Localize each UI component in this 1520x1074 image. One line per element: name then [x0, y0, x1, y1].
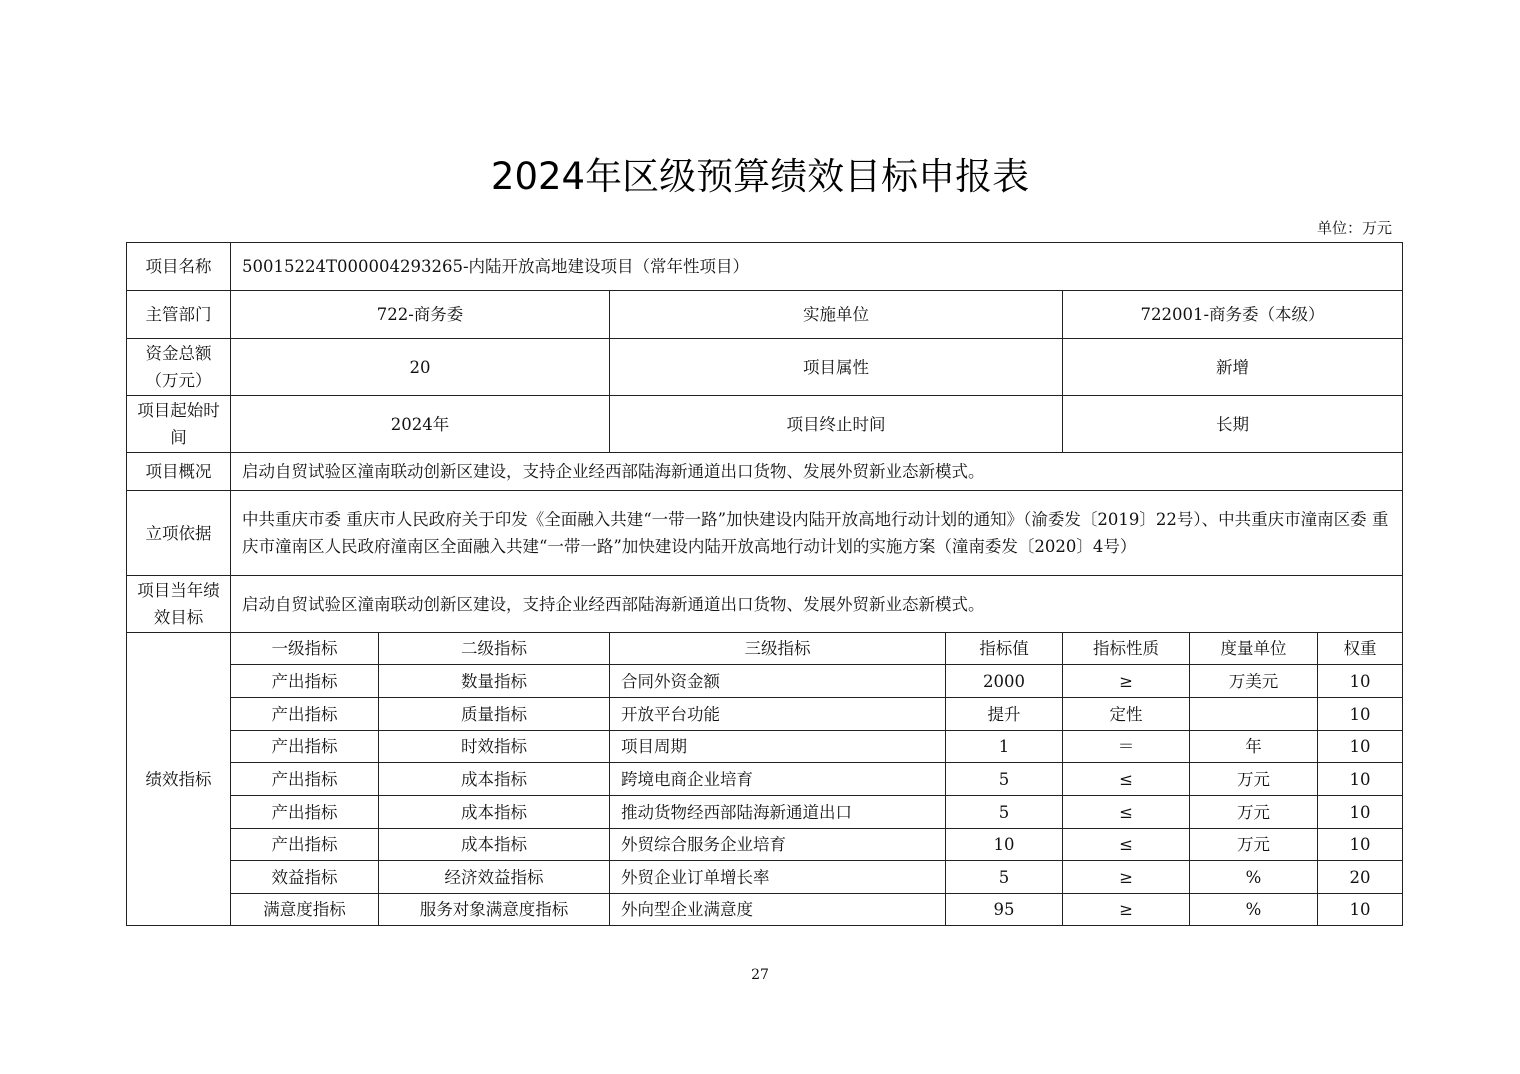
cell-unit: 万元 — [1190, 763, 1318, 796]
cell-level1: 产出指标 — [231, 665, 379, 698]
cell-value: 10 — [946, 829, 1063, 861]
cell-level3: 开放平台功能 — [610, 698, 946, 731]
cell-level2: 质量指标 — [379, 698, 610, 731]
row-annual-goal — [127, 576, 1403, 633]
indicator-row — [127, 894, 1403, 926]
cell-weight: 10 — [1318, 731, 1403, 763]
cell-unit: 万元 — [1190, 829, 1318, 861]
cell-nature: ≥ — [1063, 665, 1190, 698]
cell-nature: ≤ — [1063, 763, 1190, 796]
header-value: 指标值 — [946, 633, 1063, 665]
label-basis: 立项依据 — [127, 491, 231, 576]
header-level3: 三级指标 — [610, 633, 946, 665]
cell-value: 95 — [946, 894, 1063, 926]
row-department — [127, 291, 1403, 339]
cell-level2: 数量指标 — [379, 665, 610, 698]
cell-level2: 经济效益指标 — [379, 861, 610, 894]
cell-unit — [1190, 698, 1318, 731]
cell-level2: 成本指标 — [379, 796, 610, 829]
header-level1: 一级指标 — [231, 633, 379, 665]
row-project-name — [127, 243, 1403, 291]
row-total-funds — [127, 339, 1403, 396]
cell-level3: 跨境电商企业培育 — [610, 763, 946, 796]
value-end-time: 长期 — [1063, 396, 1403, 453]
cell-weight: 10 — [1318, 829, 1403, 861]
cell-nature: ≥ — [1063, 861, 1190, 894]
label-department: 主管部门 — [127, 291, 231, 339]
cell-unit: 年 — [1190, 731, 1318, 763]
cell-nature: 定性 — [1063, 698, 1190, 731]
header-weight: 权重 — [1318, 633, 1403, 665]
value-start-time: 2024年 — [231, 396, 610, 453]
cell-value: 5 — [946, 763, 1063, 796]
cell-unit: % — [1190, 894, 1318, 926]
value-department: 722-商务委 — [231, 291, 610, 339]
label-start-time: 项目起始时间 — [127, 396, 231, 453]
cell-weight: 10 — [1318, 665, 1403, 698]
header-level2: 二级指标 — [379, 633, 610, 665]
cell-nature: ≤ — [1063, 829, 1190, 861]
value-implementer: 722001-商务委（本级） — [1063, 291, 1403, 339]
indicator-row — [127, 861, 1403, 894]
cell-value: 2000 — [946, 665, 1063, 698]
cell-weight: 10 — [1318, 894, 1403, 926]
value-project-name: 50015224T000004293265-内陆开放高地建设项目（常年性项目） — [231, 243, 1403, 291]
cell-unit: 万元 — [1190, 796, 1318, 829]
cell-level2: 成本指标 — [379, 829, 610, 861]
page-number: 27 — [751, 967, 769, 983]
value-project-attr: 新增 — [1063, 339, 1403, 396]
label-annual-goal: 项目当年绩效目标 — [127, 576, 231, 633]
cell-level2: 服务对象满意度指标 — [379, 894, 610, 926]
cell-level1: 产出指标 — [231, 796, 379, 829]
indicator-row — [127, 829, 1403, 861]
row-basis — [127, 491, 1403, 576]
cell-level1: 效益指标 — [231, 861, 379, 894]
indicator-row — [127, 698, 1403, 731]
label-end-time: 项目终止时间 — [610, 396, 1063, 453]
value-annual-goal: 启动自贸试验区潼南联动创新区建设，支持企业经西部陆海新通道出口货物、发展外贸新业态新模式。 — [231, 576, 1403, 633]
cell-level3: 外贸综合服务企业培育 — [610, 829, 946, 861]
value-basis: 中共重庆市委 重庆市人民政府关于印发《全面融入共建“一带一路”加快建设内陆开放高地行动计划的通知》（渝委发〔2019〕22号）、中共重庆市潼南区委 重庆市潼南区人民政府潼南区全面融入共建“一带一路”加快建设内陆开放高地行动计划的实施方案（潼南委发〔2020〕4号） — [231, 491, 1403, 576]
cell-value: 5 — [946, 861, 1063, 894]
cell-unit: 万美元 — [1190, 665, 1318, 698]
header-nature: 指标性质 — [1063, 633, 1190, 665]
row-start-time — [127, 396, 1403, 453]
cell-level1: 产出指标 — [231, 698, 379, 731]
cell-level1: 产出指标 — [231, 763, 379, 796]
cell-level3: 项目周期 — [610, 731, 946, 763]
cell-nature: ≥ — [1063, 894, 1190, 926]
value-total-funds: 20 — [231, 339, 610, 396]
cell-value: 5 — [946, 796, 1063, 829]
label-total-funds: 资金总额（万元） — [127, 339, 231, 396]
label-indicators: 绩效指标 — [127, 633, 231, 926]
cell-value: 1 — [946, 731, 1063, 763]
label-project-attr: 项目属性 — [610, 339, 1063, 396]
cell-unit: % — [1190, 861, 1318, 894]
indicator-row — [127, 796, 1403, 829]
cell-level1: 产出指标 — [231, 829, 379, 861]
cell-weight: 10 — [1318, 796, 1403, 829]
label-project-name: 项目名称 — [127, 243, 231, 291]
header-unit: 度量单位 — [1190, 633, 1318, 665]
cell-level3: 合同外资金额 — [610, 665, 946, 698]
cell-level3: 推动货物经西部陆海新通道出口 — [610, 796, 946, 829]
cell-level1: 满意度指标 — [231, 894, 379, 926]
indicator-row — [127, 763, 1403, 796]
row-overview — [127, 453, 1403, 491]
cell-level2: 成本指标 — [379, 763, 610, 796]
cell-weight: 10 — [1318, 698, 1403, 731]
page-title: 2024年区级预算绩效目标申报表 — [490, 155, 1030, 198]
cell-value: 提升 — [946, 698, 1063, 731]
label-implementer: 实施单位 — [610, 291, 1063, 339]
cell-level2: 时效指标 — [379, 731, 610, 763]
cell-level3: 外向型企业满意度 — [610, 894, 946, 926]
cell-weight: 20 — [1318, 861, 1403, 894]
cell-weight: 10 — [1318, 763, 1403, 796]
value-overview: 启动自贸试验区潼南联动创新区建设，支持企业经西部陆海新通道出口货物、发展外贸新业态新模式。 — [231, 453, 1403, 491]
cell-nature: ≤ — [1063, 796, 1190, 829]
cell-nature: ＝ — [1063, 731, 1190, 763]
indicator-header-row — [127, 633, 1403, 665]
unit-label: 单位：万元 — [1316, 219, 1392, 237]
indicator-row — [127, 731, 1403, 763]
cell-level3: 外贸企业订单增长率 — [610, 861, 946, 894]
label-overview: 项目概况 — [127, 453, 231, 491]
performance-target-table — [126, 242, 1403, 926]
indicator-row — [127, 665, 1403, 698]
cell-level1: 产出指标 — [231, 731, 379, 763]
